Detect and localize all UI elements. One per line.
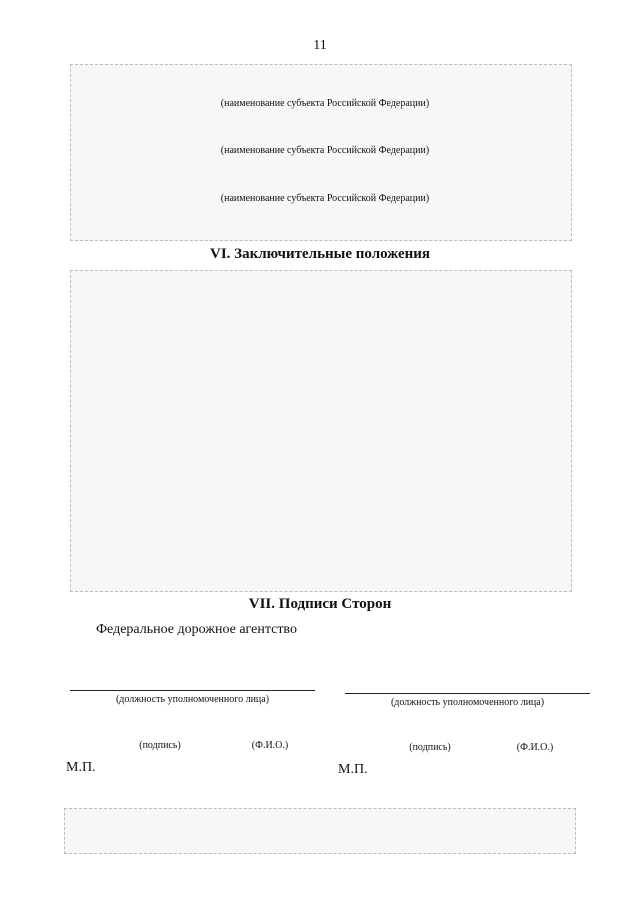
subject-caption-3: (наименование субъекта Российской Федерации) [220, 193, 430, 204]
signature-caption-right: (подпись) [409, 742, 451, 753]
section-7-heading: VII. Подписи Сторон [248, 596, 392, 612]
position-caption-right: (должность уполномоченного лица) [390, 697, 545, 708]
stamp-left: М.П. [66, 760, 96, 775]
stamp-right: М.П. [338, 762, 368, 777]
fio-caption-right: (Ф.И.О.) [516, 742, 554, 753]
signature-line-left [70, 690, 315, 691]
left-party: Федеральное дорожное агентство [96, 622, 297, 637]
section-6-heading: VI. Заключительные положения [210, 246, 430, 262]
subject-caption-1: (наименование субъекта Российской Федерации) [220, 98, 430, 109]
signature-line-right [345, 693, 590, 694]
fio-caption-left: (Ф.И.О.) [251, 740, 289, 751]
page-number: 11 [313, 38, 327, 53]
position-caption-left: (должность уполномоченного лица) [115, 694, 270, 705]
subject-caption-2: (наименование субъекта Российской Федерации) [220, 145, 430, 156]
section-6-clauses [70, 270, 572, 592]
footnote [64, 808, 576, 854]
signature-caption-left: (подпись) [139, 740, 181, 751]
